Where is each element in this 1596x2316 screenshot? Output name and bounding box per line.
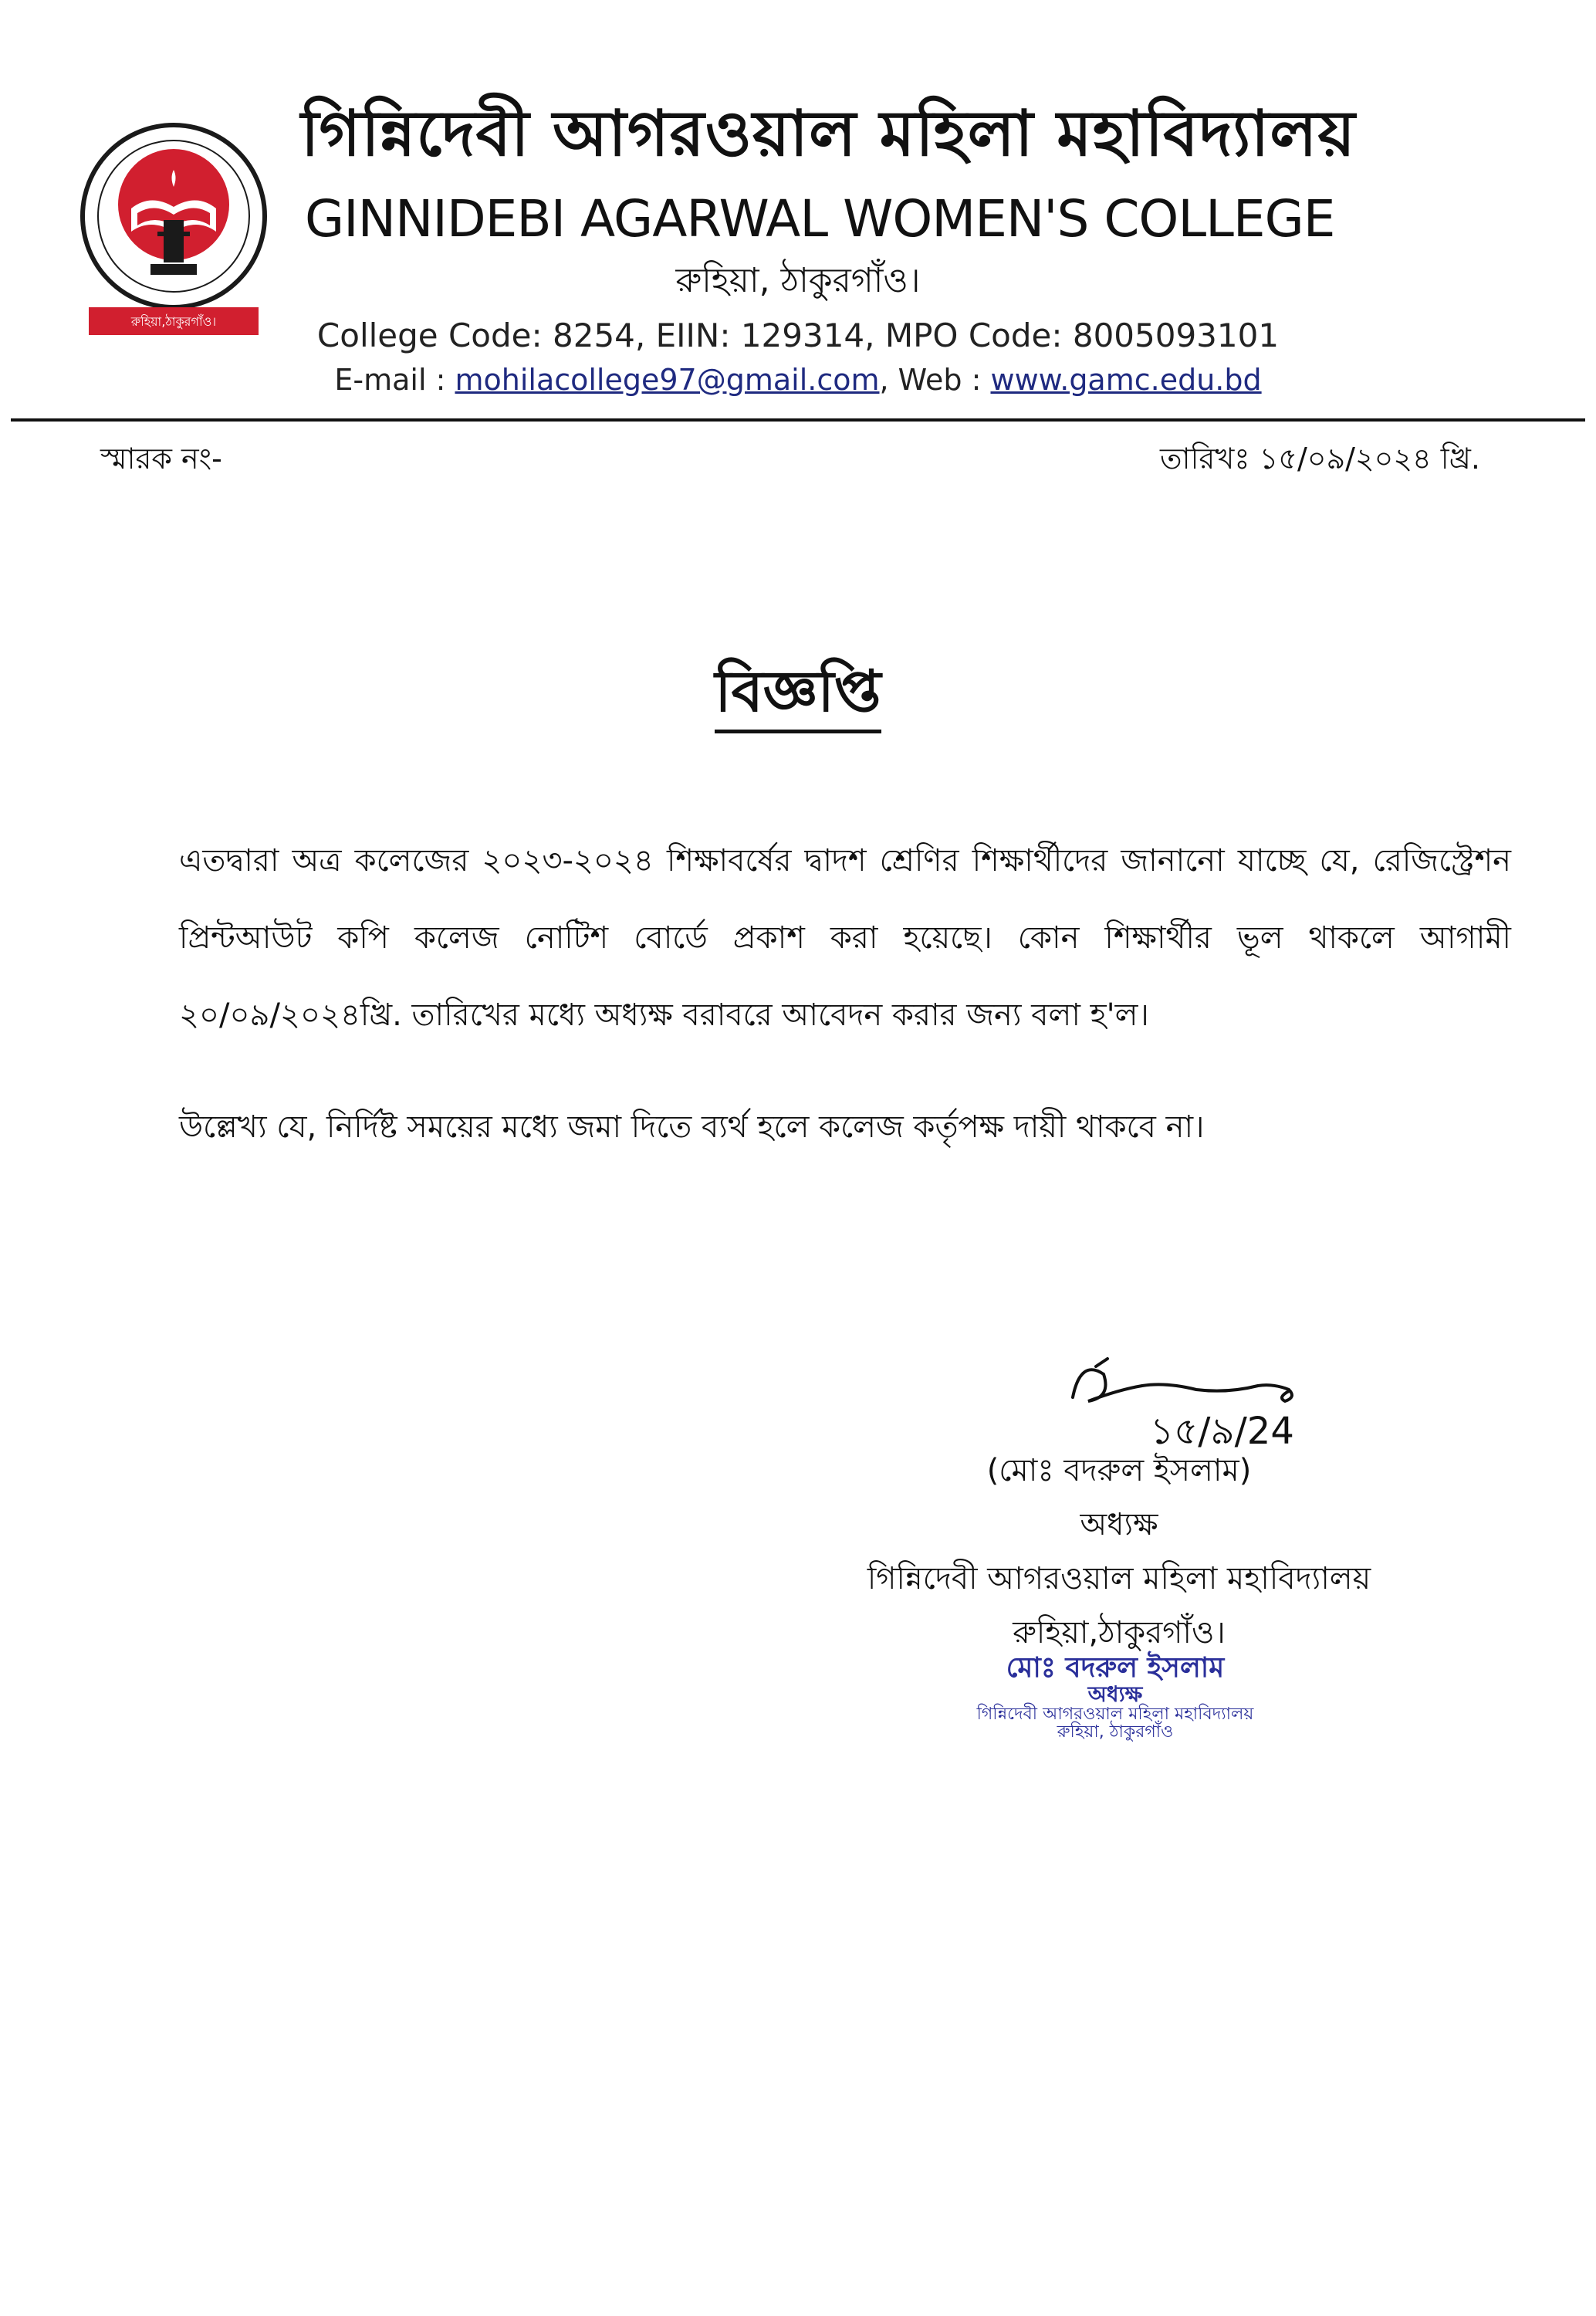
header-divider bbox=[11, 418, 1585, 422]
signatory-location: রুহিয়া,ঠাকুরগাঁও। bbox=[1013, 1615, 1226, 1651]
web-label: , Web : bbox=[879, 363, 991, 397]
college-logo bbox=[77, 116, 270, 347]
notice-paragraph-2: উল্লেখ্য যে, নির্দিষ্ট সময়ের মধ্যে জমা দিতে ব্যর্থ হলে কলেজ কর্তৃপক্ষ দায়ী থাকবে না। bbox=[179, 1109, 1205, 1145]
signatory-name: (মোঃ বদরুল ইসলাম) bbox=[986, 1453, 1252, 1488]
notice-title: বিজ্ঞপ্তি bbox=[715, 659, 881, 733]
college-address: রুহিয়া, ঠাকুরগাঁও। bbox=[675, 261, 921, 300]
college-name-english: GINNIDEBI AGARWAL WOMEN'S COLLEGE bbox=[305, 189, 1335, 249]
email-label: E-mail : bbox=[334, 363, 455, 397]
notice-title-wrap bbox=[0, 648, 1596, 743]
official-seal-stamp bbox=[911, 1654, 1320, 1741]
signatory-designation: অধ্যক্ষ bbox=[1080, 1507, 1158, 1542]
svg-text:রুহিয়া,ঠাকুরগাঁও।: রুহিয়া,ঠাকুরগাঁও। bbox=[130, 314, 217, 329]
handwritten-date: ১৫/৯/24 bbox=[1150, 1410, 1294, 1453]
web-link[interactable]: www.gamc.edu.bd bbox=[990, 363, 1262, 397]
stamp-location: রুহিয়া, ঠাকুরগাঁও bbox=[1057, 1722, 1174, 1742]
stamp-institution: গিন্নিদেবী আগরওয়াল মহিলা মহাবিদ্যালয় bbox=[976, 1705, 1254, 1725]
contact-line bbox=[0, 363, 1596, 397]
handwritten-signature bbox=[1057, 1343, 1351, 1459]
memo-date: তারিখঃ ১৫/০৯/২০২৪ খ্রি. bbox=[1160, 442, 1480, 476]
signatory-institution: গিন্নিদেবী আগরওয়াল মহিলা মহাবিদ্যালয় bbox=[867, 1561, 1371, 1596]
stamp-name: মোঃ বদরুল ইসলাম bbox=[1006, 1652, 1225, 1684]
memo-reference: স্মারক নং- bbox=[100, 442, 222, 476]
college-codes: College Code: 8254, EIIN: 129314, MPO Code: 8005093101 bbox=[316, 317, 1280, 354]
college-name-bangla: গিন্নিদেবী আগরওয়াল মহিলা মহাবিদ্যালয় bbox=[301, 97, 1356, 171]
email-link[interactable]: mohilacollege97@gmail.com bbox=[455, 363, 880, 397]
signature-block bbox=[810, 1444, 1428, 1660]
stamp-designation: অধ্যক্ষ bbox=[1087, 1681, 1143, 1707]
notice-paragraph-1: এতদ্বারা অত্র কলেজের ২০২৩-২০২৪ শিক্ষাবর্ষের দ্বাদশ শ্রেণির শিক্ষার্থীদের জানানো যাচ্ছে যে, রেজিস্ট্রেশন প্রিন্টআউট কপি কলেজ নোটিশ বোর্ডে প্রকাশ করা হয়েছে। কোন শিক্ষার্থীর ভূল থাকলে আগামী ২০/০৯/২০২৪খ্রি. তারিখের মধ্যে অধ্যক্ষ বরাবরে আবেদন করার জন্য বলা হ'ল। bbox=[179, 843, 1511, 1033]
